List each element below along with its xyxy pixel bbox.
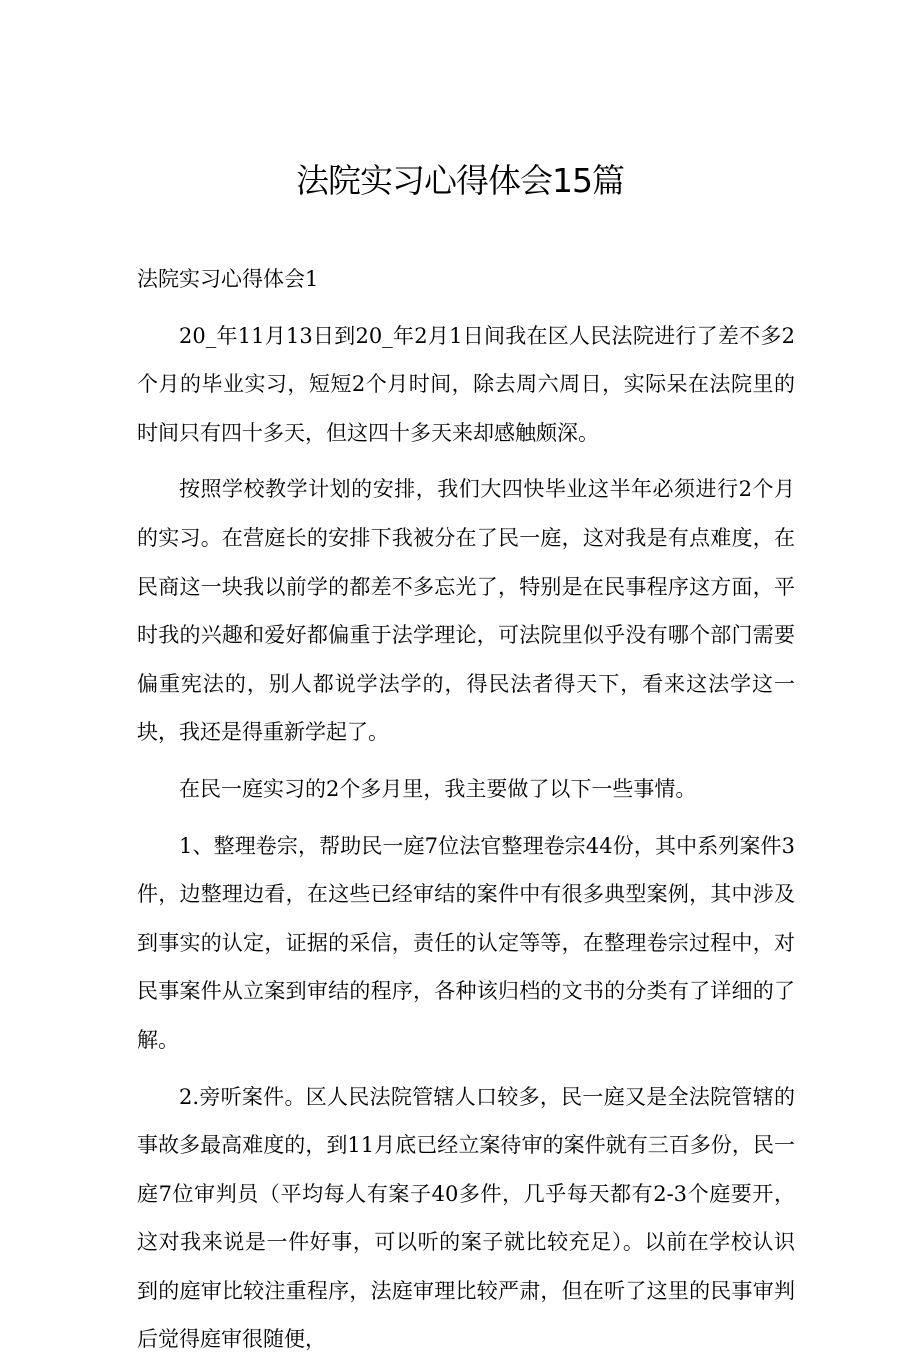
paragraph-summary: 在民一庭实习的2个多月里，我主要做了以下一些事情。	[137, 765, 795, 814]
paragraph-item-1: 1、整理卷宗，帮助民一庭7位法官整理卷宗44份，其中系列案件3件，边整理边看，在这些已经审结的案件中有很多典型案例，其中涉及到事实的认定，证据的采信，责任的认定等等，在整理卷宗过程中，对民事案件从立案到审结的程序，各种该归档的文书的分类有了详细的了解。	[137, 822, 795, 1065]
section-heading: 法院实习心得体会1	[137, 255, 795, 304]
paragraph-arrangement: 按照学校教学计划的安排，我们大四快毕业这半年必须进行2个月的实习。在营庭长的安排下我被分在了民一庭，这对我是有点难度，在民商这一块我以前学的都差不多忘光了，特别是在民事程序这方面，平时我的兴趣和爱好都偏重于法学理论，可法院里似乎没有哪个部门需要偏重宪法的，别人都说学法学的，得民法者得天下，看来这法学这一块，我还是得重新学起了。	[137, 465, 795, 757]
paragraph-item-2: 2.旁听案件。区人民法院管辖人口较多，民一庭又是全法院管辖的事故多最高难度的，到11月底已经立案待审的案件就有三百多份，民一庭7位审判员（平均每人有案子40多件，几乎每天都有2-3个庭要开，这对我来说是一件好事，可以听的案子就比较充足）。以前在学校认识到的庭审比较注重程序，法庭审理比较严肃，但在听了这里的民事审判后觉得庭审很随便，	[137, 1073, 795, 1364]
paragraph-intro: 20_年11月13日到20_年2月1日间我在区人民法院进行了差不多2个月的毕业实习，短短2个月时间，除去周六周日，实际呆在法院里的时间只有四十多天，但这四十多天来却感触颇深。	[137, 312, 795, 458]
document-body	[137, 255, 795, 1364]
document-title: 法院实习心得体会15篇	[0, 156, 920, 206]
